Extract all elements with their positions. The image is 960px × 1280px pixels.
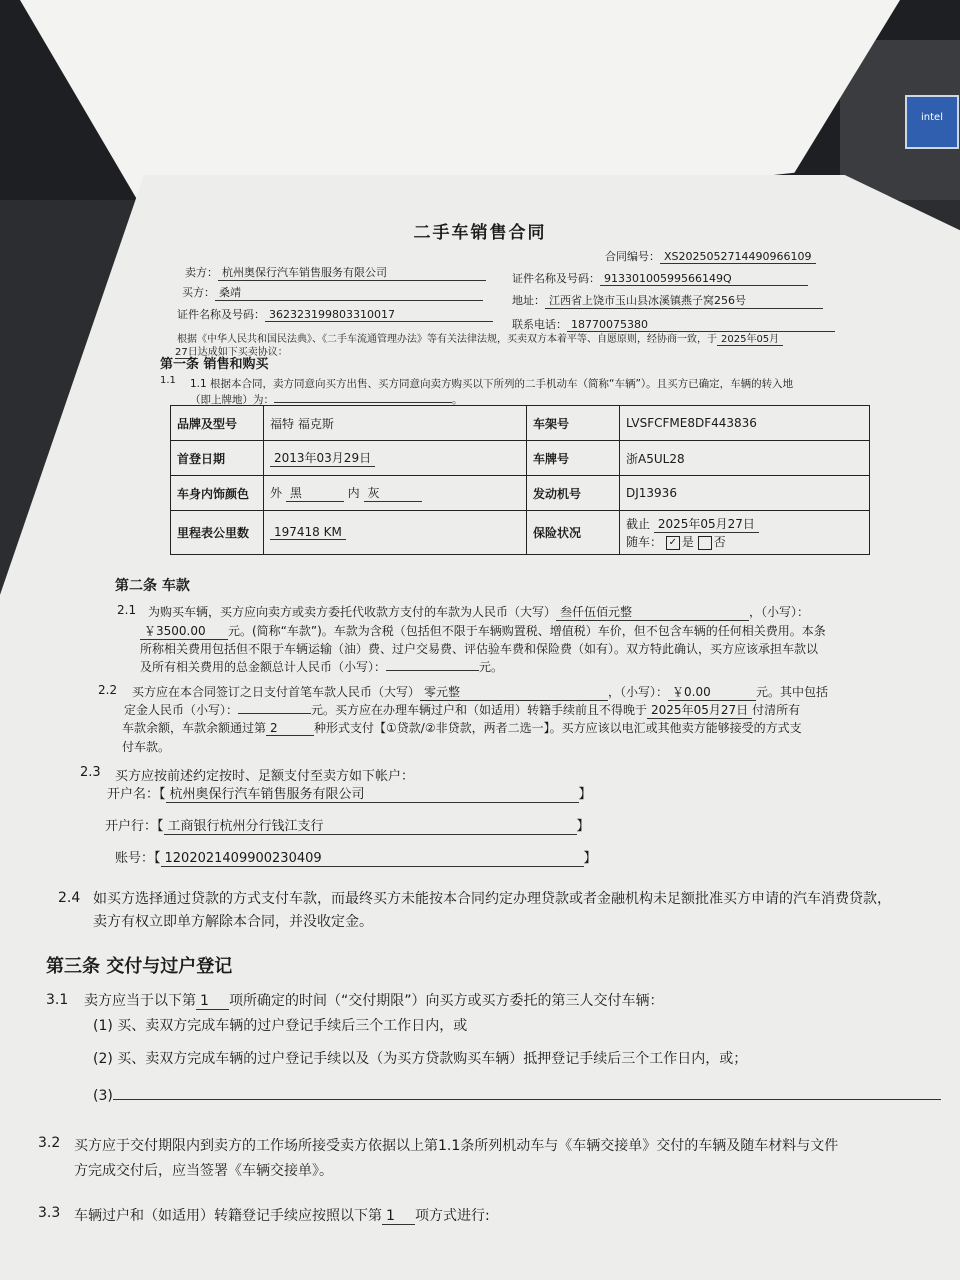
clause-1-1-end: 。 — [452, 394, 463, 406]
first-payment-chinese: 零元整 — [420, 683, 608, 701]
bracket-close: 】 — [583, 851, 597, 866]
no-label: 否 — [713, 535, 726, 549]
color-cell — [264, 476, 527, 511]
clause-2-3-number: 2.3 — [80, 765, 101, 780]
yes-label: 是 — [681, 535, 694, 549]
buyer-cert-value: 362323199803310017 — [265, 308, 493, 322]
section-3-heading: 第三条 交付与过户登记 — [46, 956, 233, 977]
contract-number-label: 合同编号： — [605, 250, 660, 263]
table-row — [171, 476, 870, 511]
clause-2-1-text-4b: 元。 — [479, 660, 504, 674]
buyer-label: 买方： — [182, 286, 215, 299]
mileage-cell — [264, 511, 527, 555]
bracket-close: 】 — [578, 787, 592, 802]
bank-account-name — [107, 783, 592, 803]
with-car-label: 随车： — [626, 535, 663, 549]
exterior-value: 黑 — [286, 484, 344, 502]
contract-number-value: XS2025052714490966109 — [660, 250, 816, 264]
clause-3-2-line-2: 方完成交付后，应当签署《车辆交接单》。 — [74, 1163, 333, 1179]
phone-label: 联系电话： — [512, 318, 567, 331]
clause-2-2-number: 2.2 — [98, 683, 118, 697]
engine-label: 发动机号 — [527, 476, 620, 511]
seller-cert-value: 91330100599566149Q — [600, 272, 808, 286]
clause-2-1-line-3: 所称相关费用包括但不限于车辆运输（油）费、过户交易费、评估验车费和保险费（如有）。双方特此确认，买方应该承担车款以 — [140, 642, 819, 656]
clause-1-1-label: （即上牌地）为： — [190, 394, 274, 406]
seller-cert — [512, 270, 808, 286]
clause-3-1-line-1 — [84, 990, 664, 1010]
clause-2-3-line-1: 买方应按前述约定按时、足额支付至卖方如下帐户： — [115, 769, 415, 784]
clause-2-2-text-1c: 元。其中包括 — [756, 685, 829, 699]
color-label: 车身内饰颜色 — [171, 476, 264, 511]
clause-3-3-line-1 — [74, 1205, 490, 1225]
clause-3-3-text-1: 车辆过户和（如适用）转籍登记手续应按照以下第 — [74, 1208, 382, 1224]
insurance-label: 保险状况 — [527, 511, 620, 555]
clause-2-1-text-2: 元。(简称“车款”)。车款为含税（包括但不限于车辆购置税、增值税）车价，但不包含车辆的任何相关费用。本条 — [228, 624, 826, 638]
table-row — [171, 441, 870, 476]
document-title: 二手车销售合同 — [413, 223, 547, 243]
clause-2-2-text-1: 买方应在本合同签订之日支付首笔车款人民币（大写） — [132, 685, 421, 699]
delivery-option-3-label: (3) — [93, 1088, 113, 1104]
buyer-cert — [177, 306, 493, 322]
reg-date-cell — [264, 441, 527, 476]
table-row — [171, 406, 870, 441]
first-payment-number: ￥0.00 — [668, 683, 756, 701]
clause-2-2-text-1b: ，（小写）： — [608, 685, 669, 699]
reg-date-label: 首登日期 — [171, 441, 264, 476]
clause-2-1-text-1b: ，（小写）： — [749, 605, 810, 619]
payment-deadline: 2025年05月27日 — [647, 701, 752, 719]
clause-3-3-number: 3.3 — [38, 1205, 61, 1221]
bank-account-number-label: 账号：【 — [115, 851, 161, 866]
vehicle-info-table — [170, 405, 870, 555]
mileage-label: 里程表公里数 — [171, 511, 264, 555]
clause-2-1-line-1 — [148, 603, 809, 621]
clause-3-2-number: 3.2 — [38, 1135, 61, 1151]
section-2-heading: 第二条 车款 — [115, 578, 190, 594]
clause-2-1-line-2 — [140, 622, 826, 640]
contract-number — [605, 248, 816, 264]
insurance-cell — [620, 511, 870, 555]
clause-3-1-text-1b: 项所确定的时间（“交付期限”）向买方或买方委托的第三人交付车辆： — [229, 993, 664, 1009]
plate-value: 浙A5UL28 — [620, 441, 870, 476]
clause-2-4-line-1: 如买方选择通过贷款的方式支付车款，而最终买方未能按本合同约定办理贷款或者金融机构未足额批准买方申请的汽车消费贷款， — [93, 891, 891, 907]
no-checkbox[interactable] — [698, 536, 712, 550]
bank-name-label: 开户行：【 — [105, 819, 164, 834]
interior-label: 内 — [347, 486, 360, 500]
clause-2-1-number: 2.1 — [117, 603, 137, 617]
clause-2-1-text-1: 为购买车辆，买方应向卖方或卖方委托代收款方支付的车款为人民币（大写） — [148, 605, 557, 619]
vin-label: 车架号 — [527, 406, 620, 441]
clause-2-2-text-2b: 元。买方应在办理车辆过户和（如适用）转籍手续前且不得晚于 — [311, 703, 648, 717]
yes-checkbox[interactable]: ✓ — [666, 536, 680, 550]
exterior-label: 外 — [270, 486, 283, 500]
seller — [185, 264, 486, 281]
insurance-until-label: 截止 — [626, 517, 651, 531]
interior-value: 灰 — [364, 484, 422, 502]
bracket-close: 】 — [576, 819, 590, 834]
preamble-text-1: 根据《中华人民共和国民法典》、《二手车流通管理办法》等有关法律法规，买卖双方本着平等、自愿原则，经协商一致，于 — [177, 334, 717, 345]
delivery-option-2: (2) 买、卖双方完成车辆的过户登记手续以及（为买方贷款购买车辆）抵押登记手续后三个工作日内，或； — [93, 1051, 748, 1067]
bank-account-name-value: 杭州奥保行汽车销售服务有限公司 — [166, 783, 579, 803]
bank-name — [105, 815, 590, 835]
clause-3-1-text-1: 卖方应当于以下第 — [84, 993, 196, 1009]
insurance-until-value: 2025年05月27日 — [654, 515, 759, 533]
clause-2-1-text-4: 及所有相关费用的总金额总计人民币（小写）： — [140, 660, 387, 674]
clause-2-2-text-2: 定金人民币（小写）： — [124, 703, 239, 717]
clause-2-2-line-3 — [122, 719, 802, 736]
seller-cert-label: 证件名称及号码： — [512, 272, 600, 285]
delivery-option-3 — [93, 1085, 941, 1104]
address — [512, 292, 823, 309]
buyer-cert-label: 证件名称及号码： — [177, 308, 265, 321]
table-row — [171, 511, 870, 555]
clause-2-4-line-2: 卖方有权立即单方解除本合同，并没收定金。 — [93, 914, 373, 930]
seller-label: 卖方： — [185, 266, 218, 279]
plate-label: 车牌号 — [527, 441, 620, 476]
clause-2-4-number: 2.4 — [58, 890, 81, 906]
address-label: 地址： — [512, 294, 545, 307]
payment-method: 2 — [266, 721, 314, 736]
price-chinese: 叁仟伍佰元整 — [556, 603, 749, 621]
section-1-heading: 第一条 销售和购买 — [160, 357, 269, 372]
delivery-option: 1 — [196, 993, 229, 1010]
clause-3-2-line-1: 买方应于交付期限内到卖方的工作场所接受卖方依据以上第1.1条所列机动车与《车辆交接单》交付的车辆及随车材料与文件 — [74, 1138, 839, 1154]
clause-2-2-line-2 — [124, 701, 800, 719]
clause-2-2-line-1 — [132, 683, 828, 701]
bank-name-value: 工商银行杭州分行钱江支行 — [164, 815, 577, 835]
price-number: ￥3500.00 — [140, 622, 228, 640]
clause-2-2-text-3: 车款余额，车款余额通过第 — [122, 721, 267, 735]
bank-account-number-value: 1202021409900230409 — [161, 851, 584, 867]
buyer — [182, 284, 483, 301]
preamble-date: 2025年05月 — [717, 330, 783, 346]
engine-value: DJ13936 — [620, 476, 870, 511]
sticker-text: intel — [921, 112, 943, 123]
clause-2-2-line-4: 付车款。 — [122, 740, 171, 754]
clause-2-1-line-4 — [140, 658, 503, 675]
delivery-option-1: (1) 买、卖双方完成车辆的过户登记手续后三个工作日内，或 — [93, 1018, 468, 1034]
seller-value: 杭州奥保行汽车销售服务有限公司 — [218, 264, 486, 281]
brand-value: 福特 福克斯 — [264, 406, 527, 441]
brand-label: 品牌及型号 — [171, 406, 264, 441]
clause-1-1-number: 1.1 — [160, 375, 176, 386]
preamble-text-2: 达成如下买卖协议： — [197, 347, 288, 358]
clause-3-3-text-1b: 项方式进行: — [415, 1208, 490, 1224]
clause-3-1-number: 3.1 — [46, 992, 69, 1008]
reg-date-value: 2013年03月29日 — [270, 449, 375, 467]
vin-value: LVSFCFME8DF443836 — [620, 406, 870, 441]
clause-2-2-text-3b: 种形式支付【①贷款/②非贷款，两者二选一】。买方应该以电汇或其他卖方能够接受的方式支 — [314, 721, 802, 735]
buyer-value: 桑靖 — [215, 284, 483, 301]
mileage-value: 197418 KM — [270, 525, 346, 540]
bank-account-name-label: 开户名：【 — [107, 787, 166, 802]
phone-value: 18770075380 — [567, 318, 835, 332]
preamble-date-2: 27日 — [175, 343, 198, 359]
clause-1-1-line-1: 1.1 根据本合同，卖方同意向买方出售、买方同意向卖方购买以下所列的二手机动车（简称“车辆”）。且买方已确定，车辆的转入地 — [190, 378, 794, 390]
bank-account-number — [115, 847, 597, 867]
clause-2-2-text-2c: 付清所有 — [752, 703, 801, 717]
address-value: 江西省上饶市玉山县冰溪镇燕子窝256号 — [545, 292, 823, 309]
transfer-option: 1 — [382, 1208, 415, 1225]
